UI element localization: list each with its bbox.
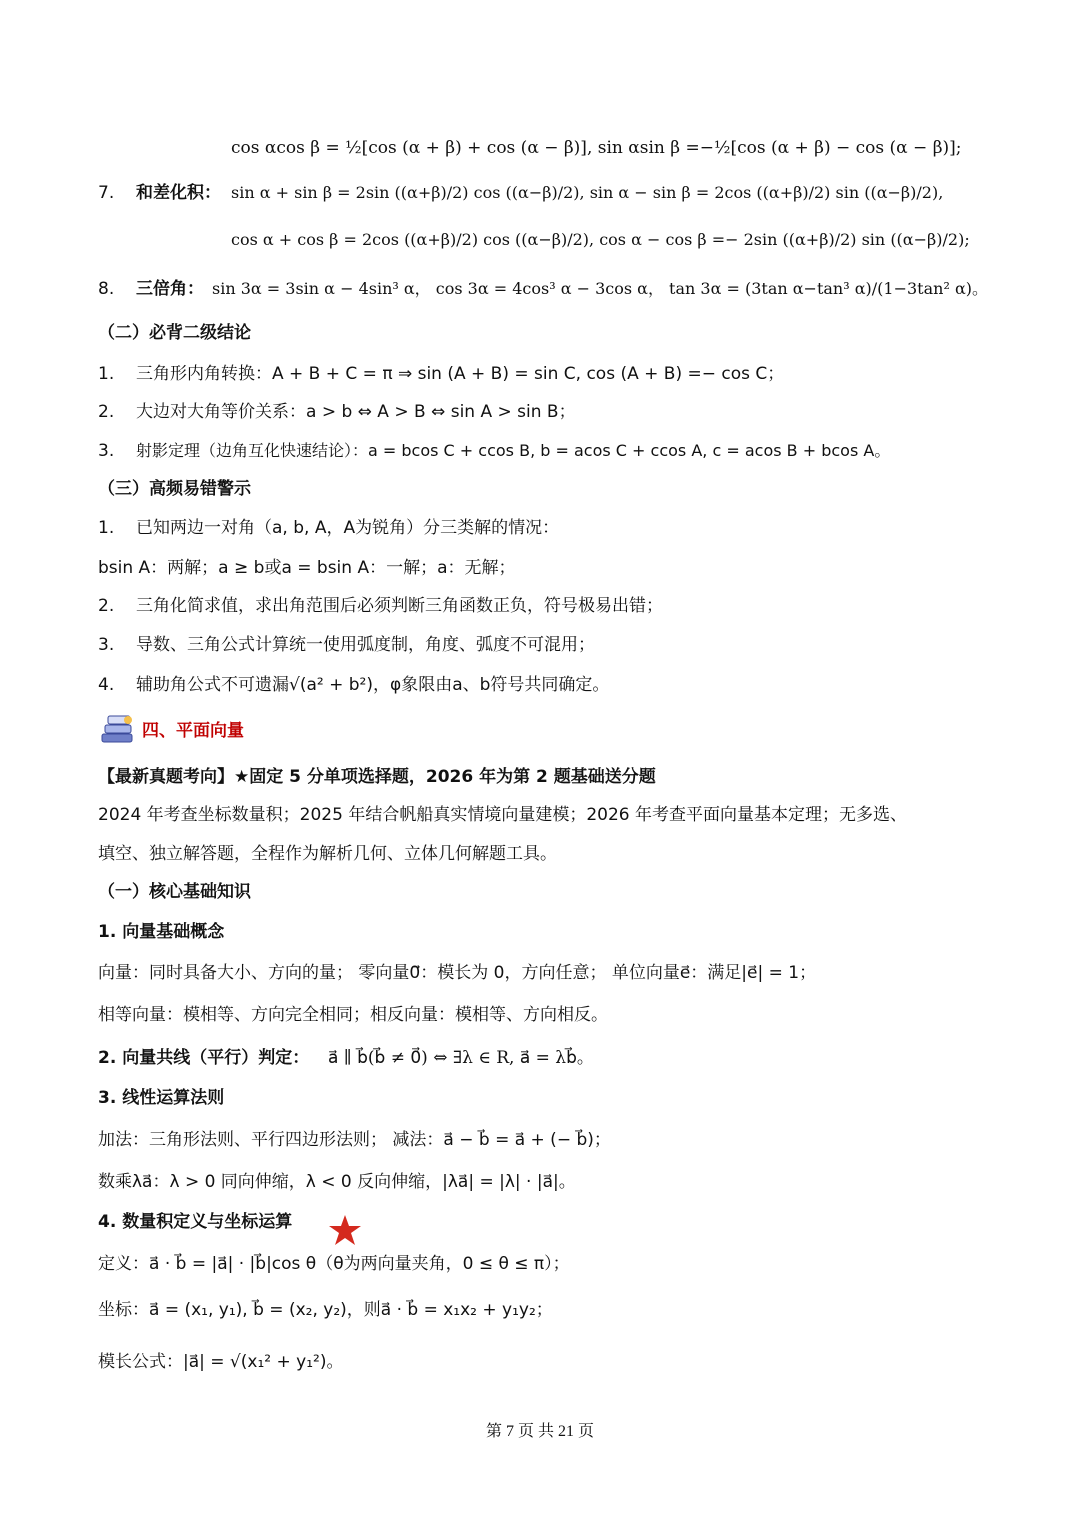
linear-operations: 数乘λa⃗：λ > 0 同向伸缩，λ < 0 反向伸缩，|λa⃗| = |λ| · |a⃗|。 [98,1172,576,1192]
list-item: 已知两边一对角（a, b, A，A为锐角）分三类解的情况： [136,518,560,538]
page-footer: 第 7 页 共 21 页 [485,1423,594,1440]
dot-product-definition: 定义：a⃗ · b⃗ = |a⃗| · |b⃗|cos θ（θ为两向量夹角，0 ≤ θ ≤ π）； [98,1254,570,1274]
item-label: 三倍角： [136,279,204,299]
item-number: 4. [98,675,115,695]
exam-trend-text: 2024 年考查坐标数量积；2025 年结合帆船真实情境向量建模；2026 年考查平面向量基本定理；无多选、 [98,805,908,825]
list-item: 大边对大角等价关系：a > b ⇔ A > B ⇔ sin A > sin B； [136,402,576,422]
section-heading: （二）必背二级结论 [98,323,251,343]
book-stack-icon [98,712,138,748]
subsection-heading: 2. 向量共线（平行）判定： [98,1048,310,1068]
sum-to-product-cos: cos α + cos β = 2cos ((α+β)/2) cos ((α−β)/2), cos α − cos β =− 2sin ((α+β)/2) sin ((α−β)/2); [231,230,970,249]
item-number: 3. [98,441,115,461]
item-number: 8. [98,279,115,299]
list-item: 辅助角公式不可遗漏√(a² + b²)，φ象限由a、b符号共同确定。 [136,675,610,695]
triple-angle-formulas: sin 3α = 3sin α − 4sin³ α， cos 3α = 4cos³ α − 3cos α， tan 3α = (3tan α−tan³ α)/(1−3tan² α)。 [212,279,989,298]
list-item: 导数、三角公式计算统一使用弧度制，角度、弧度不可混用； [136,635,595,655]
collinear-formula: a⃗ ∥ b⃗(b⃗ ≠ 0⃗) ⇔ ∃λ ∈ R, a⃗ = λb⃗。 [328,1048,594,1068]
subsection-heading: 4. 数量积定义与坐标运算 [98,1212,293,1232]
subsection-heading: 3. 线性运算法则 [98,1088,225,1108]
dot-product-coordinates: 坐标：a⃗ = (x₁, y₁), b⃗ = (x₂, y₂)，则a⃗ · b⃗ = x₁x₂ + y₁y₂； [98,1300,553,1320]
vector-concepts: 向量：同时具备大小、方向的量； 零向量0⃗：模长为 0，方向任意； 单位向量e⃗：满足|e⃗| = 1； [98,963,817,983]
subsection-heading: 1. 向量基础概念 [98,922,225,942]
magnitude-formula: 模长公式：|a⃗| = √(x₁² + y₁²)。 [98,1352,344,1372]
chapter-title: 四、平面向量 [142,721,244,741]
section-heading: （一）核心基础知识 [98,882,251,902]
item-label: 和差化积： [136,183,221,203]
item-number: 1. [98,518,115,538]
exam-trend-text: 填空、独立解答题，全程作为解析几何、立体几何解题工具。 [98,844,557,864]
item-number: 1. [98,364,115,384]
list-item: 射影定理（边角互化快速结论）：a = bcos C + ccos B, b = acos C + ccos A, c = acos B + bcos A。 [136,441,891,460]
list-item: bsin A：两解；a ≥ b或a = bsin A：一解；a：无解； [98,558,516,578]
item-number: 2. [98,402,115,422]
item-number: 7. [98,183,115,203]
list-item: 三角形内角转换：A + B + C = π ⇒ sin (A + B) = sin C, cos (A + B) =− cos C； [136,364,785,384]
item-number: 3. [98,635,115,655]
product-to-sum-formulas: cos αcos β = ½[cos (α + β) + cos (α − β)], sin αsin β =−½[cos (α + β) − cos (α − β)]; [231,138,962,158]
vector-concepts: 相等向量：模相等、方向完全相同；相反向量：模相等、方向相反。 [98,1005,608,1025]
exam-trend-heading: 【最新真题考向】★固定 5 分单项选择题，2026 年为第 2 题基础送分题 [98,767,656,787]
item-number: 2. [98,596,115,616]
linear-operations: 加法：三角形法则、平行四边形法则； 减法：a⃗ − b⃗ = a⃗ + (− b⃗)； [98,1130,611,1150]
star-icon [328,1214,362,1246]
list-item: 三角化简求值，求出角范围后必须判断三角函数正负，符号极易出错； [136,596,663,616]
sum-to-product-sin: sin α + sin β = 2sin ((α+β)/2) cos ((α−β)/2), sin α − sin β = 2cos ((α+β)/2) sin ((α−β)/2), [231,183,944,202]
section-heading: （三）高频易错警示 [98,479,251,499]
